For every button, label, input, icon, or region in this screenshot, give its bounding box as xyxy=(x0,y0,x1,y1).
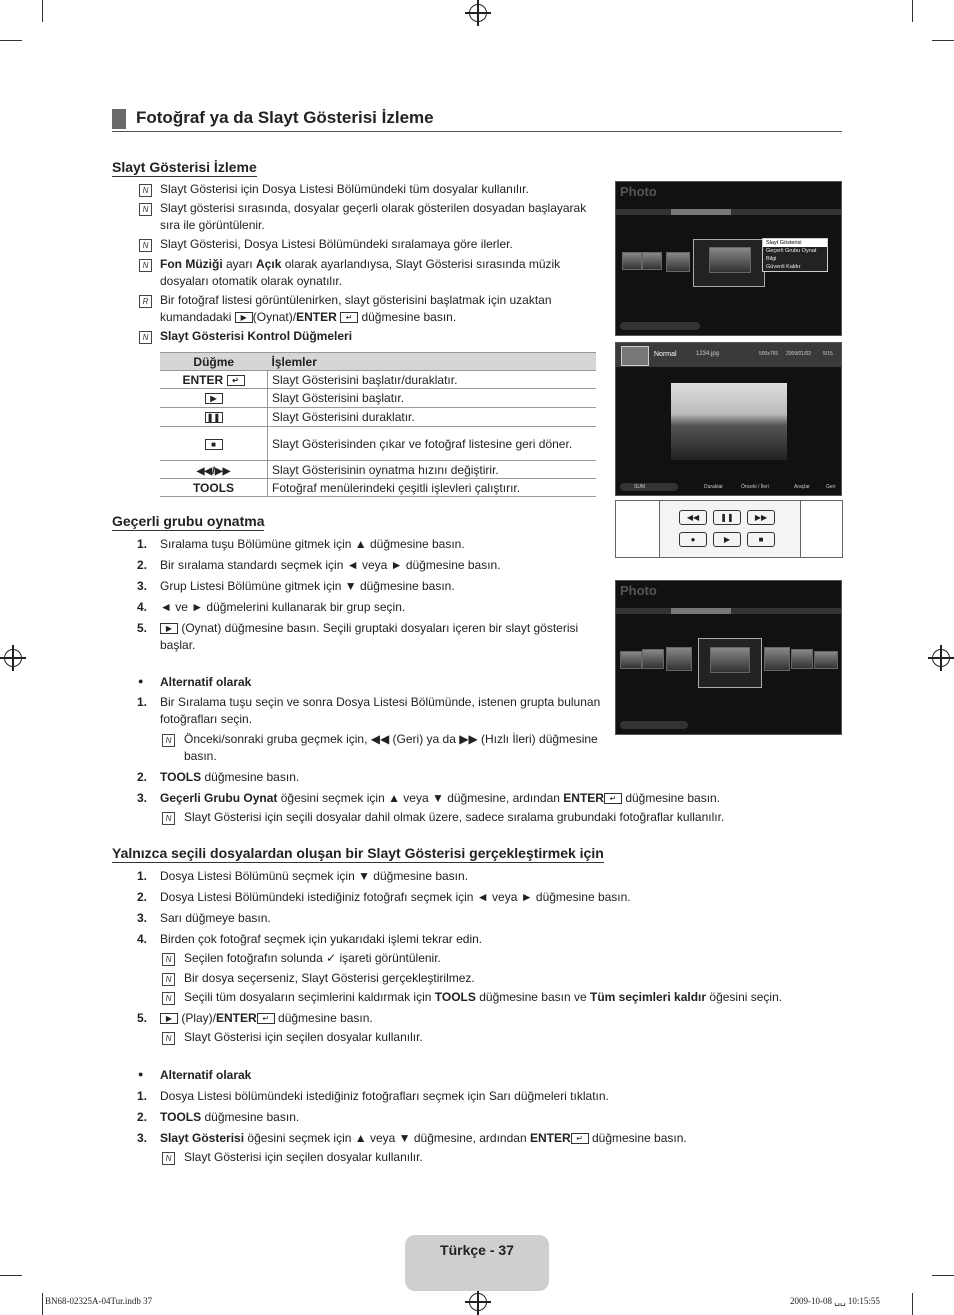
step-text: ◄ ve ► düğmelerini kullanarak bir grup seçin. xyxy=(160,600,406,614)
table-row: TOOLS Fotoğraf menülerindeki çeşitli işlevleri çalıştırır. xyxy=(160,479,596,497)
table-row: ■ Slayt Gösterisinden çıkar ve fotoğraf listesine geri döner. xyxy=(160,427,596,461)
step-text: Dosya Listesi bölümündeki istediğiniz fotoğrafları seçmek için Sarı düğmeleri tıklatın. xyxy=(160,1089,609,1103)
fast-forward-icon: ▶▶ xyxy=(747,510,775,525)
play-icon: ▶ xyxy=(713,532,741,547)
step-text: Dosya Listesi Bölümündeki istediğiniz fotoğrafı seçmek için ◄ veya ► düğmesine basın. xyxy=(160,890,631,904)
note-icon: N xyxy=(162,992,175,1005)
selected-heading: Yalnızca seçili dosyalardan oluşan bir Slayt Gösterisi gerçekleştirmek için xyxy=(112,845,604,861)
note-icon: N xyxy=(162,953,175,966)
menu-item[interactable]: Bilgi xyxy=(766,256,777,262)
menu-item[interactable]: Slayt Gösterisi xyxy=(763,239,827,247)
note-icon: N xyxy=(162,1152,175,1165)
note-icon: N xyxy=(139,239,152,252)
step-text: TOOLS düğmesine basın. xyxy=(160,770,300,784)
note-text: Slayt Gösterisi için seçili dosyalar dahil olmak üzere, sadece sıralama grubundaki fotoğraflar kullanılır. xyxy=(184,810,725,824)
footer-file: BN68-02325A-04Tur.indb 37 xyxy=(45,1296,153,1306)
note-icon: N xyxy=(139,184,152,197)
note-text: Bir dosya seçerseniz, Slayt Gösterisi gerçekleştirilmez. xyxy=(184,971,475,985)
remote-control-illustration xyxy=(615,500,843,558)
note-icon: N xyxy=(139,259,152,272)
slideshow-heading: Slayt Gösterisi İzleme xyxy=(112,159,257,175)
beach-photo xyxy=(671,383,787,460)
note-text: Slayt gösterisi sırasında, dosyalar geçerli olarak gösterilen dosyadan başlayarak sıra ile görüntülenir. xyxy=(160,201,587,232)
table-row: ENTER ↵ Slayt Gösterisini başlatır/duraklatır. xyxy=(160,371,596,389)
group-browser-screen: Photo xyxy=(615,580,842,735)
table-row: ◀◀/▶▶ Slayt Gösterisinin oynatma hızını değiştirir. xyxy=(160,461,596,479)
menu-item[interactable]: Geçerli Grubu Oynat xyxy=(766,248,817,254)
alternative-label: Alternatif olarak xyxy=(160,675,252,689)
rewind-icon: ◀◀ xyxy=(679,510,707,525)
stop-icon: ■ xyxy=(747,532,775,547)
alternative-label: Alternatif olarak xyxy=(160,1068,252,1082)
step-text: TOOLS düğmesine basın. xyxy=(160,1110,300,1124)
pause-icon: ❚❚ xyxy=(713,510,741,525)
title-marker xyxy=(112,109,126,129)
step-text: Birden çok fotoğraf seçmek için yukarıdaki işlemi tekrar edin. xyxy=(160,932,483,946)
group-heading: Geçerli grubu oynatma xyxy=(112,513,265,529)
tools-menu xyxy=(762,238,828,272)
note-icon: N xyxy=(162,812,175,825)
step-text: ▶ (Oynat) düğmesine basın. Seçili gruptaki dosyaları içeren bir slayt gösterisi başlar. xyxy=(160,621,579,652)
step-text: Dosya Listesi Bölümünü seçmek için ▼ düğmesine basın. xyxy=(160,869,469,883)
note-icon: N xyxy=(139,203,152,216)
footer-timestamp: 2009-10-08 ␣␣ 10:15:55 xyxy=(790,1296,880,1306)
step-text: Grup Listesi Bölümüne gitmek için ▼ düğmesine basın. xyxy=(160,579,455,593)
note-text: Slayt Gösterisi için seçilen dosyalar kullanılır. xyxy=(184,1150,423,1164)
registration-mark-icon xyxy=(469,1293,487,1311)
table-header: Düğme xyxy=(160,353,268,371)
note-icon: N xyxy=(162,973,175,986)
table-header: İşlemler xyxy=(268,353,597,371)
note-text: Önceki/sonraki gruba geçmek için, ◀◀ (Geri) ya da ▶▶ (Hızlı İleri) düğmesine basın. xyxy=(184,732,598,763)
step-text: Sarı düğmeye basın. xyxy=(160,911,271,925)
table-row: ▶ Slayt Gösterisini başlatır. xyxy=(160,389,596,408)
section-title: Fotoğraf ya da Slayt Gösterisi İzleme xyxy=(112,107,842,132)
step-text: Slayt Gösterisi öğesini seçmek için ▲ veya ▼ düğmesine, ardından ENTER ↵ düğmesine basın. xyxy=(160,1131,687,1145)
note-icon: N xyxy=(162,1032,175,1045)
note-text: Slayt Gösterisi için Dosya Listesi Bölümündeki tüm dosyalar kullanılır. xyxy=(160,182,529,196)
control-heading: Slayt Gösterisi Kontrol Düğmeleri xyxy=(160,329,353,343)
step-text: Geçerli Grubu Oynat öğesini seçmek için ▲ veya ▼ düğmesine, ardından ENTER ↵ düğmesine basın. xyxy=(160,791,721,805)
note-text: Fon Müziği ayarı Açık olarak ayarlandıysa, Slayt Gösterisi sırasında müzik dosyaları otomatik olarak oynatılır. xyxy=(160,257,561,288)
slideshow-screen: Normal 1234.jpg 500x765 2009/01/02 5/15 SUM Duraklat Önceki / İleri Araçlar Geri xyxy=(615,342,842,496)
step-text: Bir Sıralama tuşu seçin ve sonra Dosya Listesi Bölümünde, istenen grupta bulunan fotoğrafları seçin. xyxy=(160,695,601,726)
remote-note-icon: R xyxy=(139,295,152,308)
page-number-box: Türkçe - 37 xyxy=(405,1235,549,1291)
registration-mark-icon xyxy=(932,649,950,667)
menu-item[interactable]: Güvenli Kaldır xyxy=(766,264,801,270)
note-text: Seçilen fotoğrafın solunda ✓ işareti görüntülenir. xyxy=(184,951,441,965)
step-text: Bir sıralama standardı seçmek için ◄ veya ► düğmesine basın. xyxy=(160,558,501,572)
photo-browser-screen: Photo Slayt Gösterisi Geçerli Grubu Oynat Bilgi Güvenli Kaldır xyxy=(615,181,842,336)
registration-mark-icon xyxy=(469,4,487,22)
note-icon: N xyxy=(139,331,152,344)
record-icon: ● xyxy=(679,532,707,547)
note-text: Slayt Gösterisi için seçilen dosyalar kullanılır. xyxy=(184,1030,423,1044)
table-row: ❚❚ Slayt Gösterisini duraklatır. xyxy=(160,408,596,427)
note-text: Slayt Gösterisi, Dosya Listesi Bölümündeki sıralamaya göre ilerler. xyxy=(160,237,513,251)
note-text: Seçili tüm dosyaların seçimlerini kaldırmak için TOOLS düğmesine basın ve Tüm seçimleri kaldır öğesini seçin. xyxy=(184,990,783,1004)
control-table xyxy=(160,352,596,497)
registration-mark-icon xyxy=(4,649,22,667)
note-icon: N xyxy=(162,734,175,747)
step-text: Sıralama tuşu Bölümüne gitmek için ▲ düğmesine basın. xyxy=(160,537,465,551)
step-text: ▶ (Play)/ENTER ↵ düğmesine basın. xyxy=(160,1010,373,1027)
note-text: Bir fotoğraf listesi görüntülenirken, slayt gösterisini başlatmak için uzaktan kumandadaki ▶ (Oynat)/ENTER ↵ düğmesine basın. xyxy=(160,293,552,324)
